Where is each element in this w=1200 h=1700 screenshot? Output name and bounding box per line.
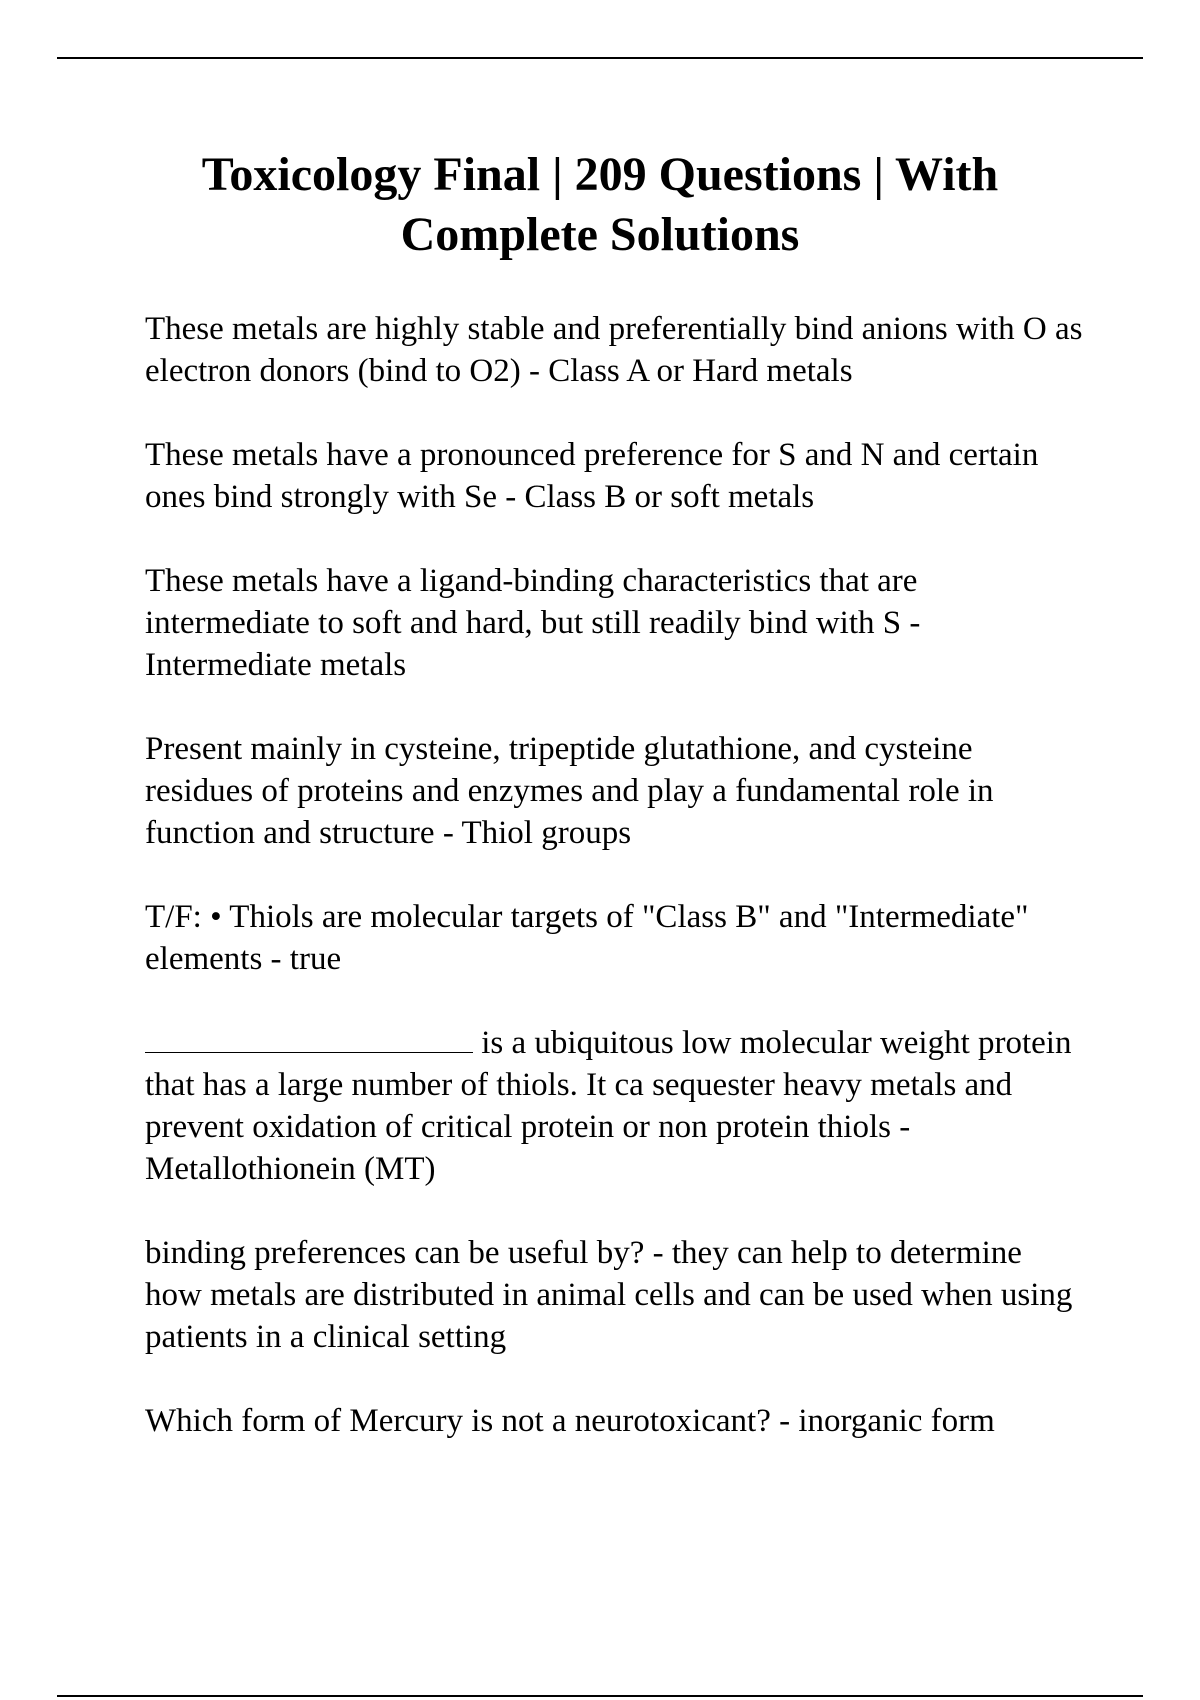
document-title: Toxicology Final | 209 Questions | With Complete Solutions bbox=[201, 148, 999, 261]
answer-text: true bbox=[289, 941, 342, 977]
qa-item bbox=[145, 896, 1085, 980]
answer-text: Intermediate metals bbox=[145, 647, 407, 683]
answer-text: Metallothionein (MT) bbox=[145, 1151, 436, 1187]
separator: - bbox=[644, 1235, 672, 1271]
separator: - bbox=[901, 605, 921, 641]
answer-text: inorganic form bbox=[798, 1403, 995, 1439]
question-text: Present mainly in cysteine, tripeptide glutathione, and cysteine residues of proteins and enzymes and play a fundamental role in function and structure bbox=[145, 731, 994, 851]
answer-text: Class A or Hard metals bbox=[548, 353, 853, 389]
question-text: These metals have a ligand-binding characteristics that are intermediate to soft and hard, but still readily bind with S bbox=[145, 563, 918, 641]
qa-item bbox=[145, 1400, 1085, 1442]
qa-item bbox=[145, 560, 1085, 686]
separator: - bbox=[497, 479, 525, 515]
question-text: binding preferences can be useful by? bbox=[145, 1235, 645, 1271]
question-text: These metals have a pronounced preference for S and N and certain ones bind strongly with Se bbox=[145, 437, 1039, 515]
question-text: Which form of Mercury is not a neurotoxicant? bbox=[145, 1403, 771, 1439]
qa-item bbox=[145, 728, 1085, 854]
qa-item bbox=[145, 1232, 1085, 1358]
fill-in-blank bbox=[145, 1022, 473, 1053]
question-text: T/F: • Thiols are molecular targets of "Class B" and "Intermediate" elements bbox=[145, 899, 1029, 977]
separator: - bbox=[890, 1109, 911, 1145]
question-text: is a ubiquitous low molecular weight protein that has a large number of thiols. It ca sequester heavy metals and prevent oxidation of critical protein or non protein thiols bbox=[145, 1025, 1072, 1145]
separator: - bbox=[434, 815, 462, 851]
qa-item bbox=[145, 308, 1085, 392]
separator: - bbox=[770, 1403, 799, 1439]
answer-text: Class B or soft metals bbox=[524, 479, 815, 515]
bottom-rule bbox=[57, 1695, 1143, 1697]
answer-text: they can help to determine how metals are distributed in animal cells and can be used when using patients in a clinical setting bbox=[145, 1235, 1073, 1355]
qa-list bbox=[145, 308, 1085, 1484]
top-rule bbox=[57, 57, 1143, 59]
answer-text: Thiol groups bbox=[461, 815, 632, 851]
question-text: These metals are highly stable and preferentially bind anions with O as electron donors (bind to O2) bbox=[145, 311, 1083, 389]
separator: - bbox=[262, 941, 290, 977]
qa-item bbox=[145, 434, 1085, 518]
qa-item bbox=[145, 1022, 1085, 1190]
separator: - bbox=[520, 353, 549, 389]
